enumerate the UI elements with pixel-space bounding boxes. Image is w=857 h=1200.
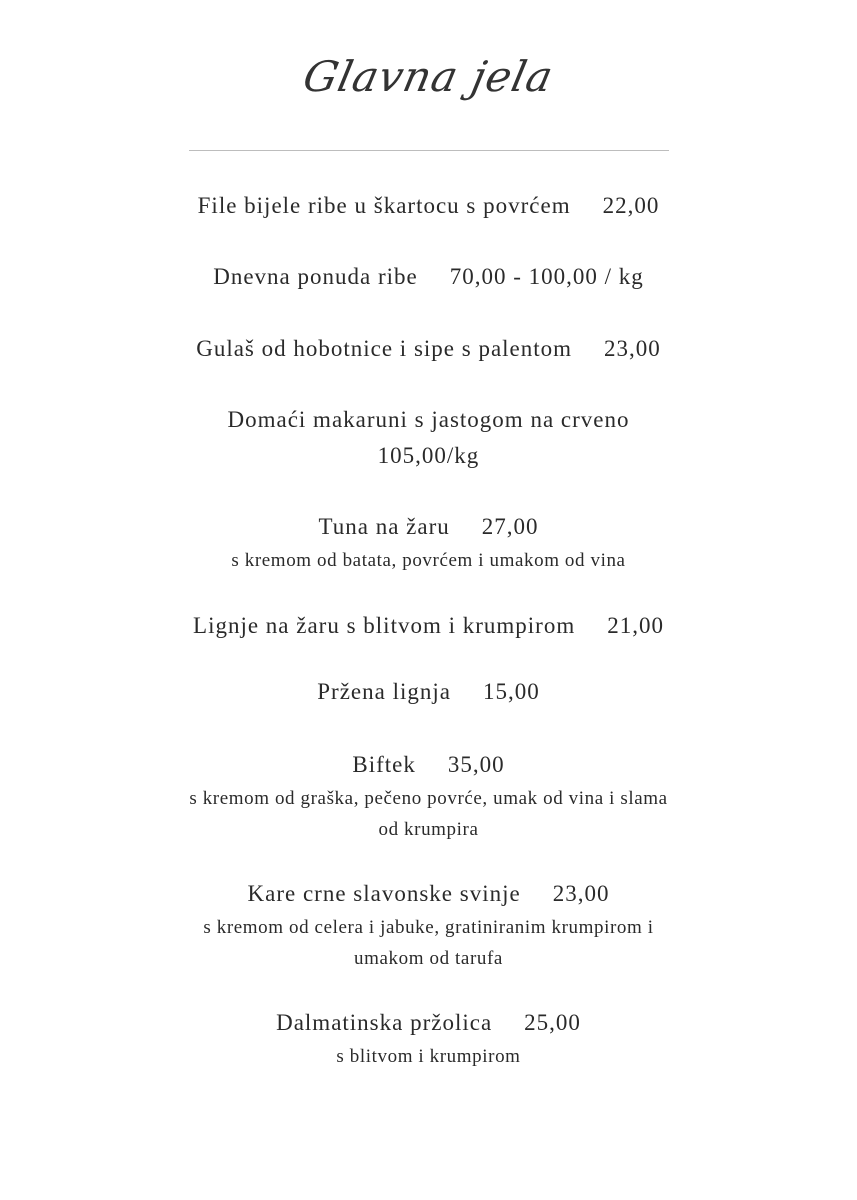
item-price: 23,00 <box>604 336 661 361</box>
item-name: Dnevna ponuda ribe <box>213 264 418 289</box>
menu-item-lignje-na-zaru <box>0 608 857 644</box>
divider <box>189 150 669 151</box>
menu-item-file-bijele-ribe <box>0 188 857 224</box>
item-name: Biftek <box>352 752 416 777</box>
menu-item-dalmatinska-przolica <box>0 1005 857 1072</box>
item-price: 105,00/kg <box>377 443 480 468</box>
item-name: Lignje na žaru s blitvom i krumpirom <box>193 613 576 638</box>
menu-item-biftek <box>0 747 857 845</box>
page-title: Glavna jela <box>299 52 558 101</box>
menu-item-dnevna-ponuda-ribe <box>0 259 857 295</box>
item-name: Gulaš od hobotnice i sipe s palentom <box>196 336 573 361</box>
item-name: File bijele ribe u škartocu s povrćem <box>197 193 571 218</box>
item-description: s kremom od graška, pečeno povrće, umak od vina i slama od krumpira <box>189 788 668 840</box>
item-name: Pržena lignja <box>317 679 451 704</box>
item-price: 23,00 <box>552 881 610 906</box>
item-description: s kremom od celera i jabuke, gratiniranim krumpirom i umakom od tarufa <box>203 917 654 969</box>
item-price: 15,00 <box>482 679 540 704</box>
menu-item-tuna <box>0 509 857 576</box>
menu-item-kare <box>0 876 857 974</box>
item-name: Kare crne slavonske svinje <box>247 881 521 906</box>
item-price: 22,00 <box>602 193 660 218</box>
item-price: 21,00 <box>607 613 664 638</box>
menu-item-domaci-makaruni <box>0 402 857 474</box>
item-name: Tuna na žaru <box>318 514 450 539</box>
item-price: 35,00 <box>447 752 505 777</box>
item-price: 27,00 <box>481 514 539 539</box>
menu-item-przena-lignja <box>0 674 857 710</box>
item-description: s blitvom i krumpirom <box>336 1046 521 1067</box>
item-price: 70,00 - 100,00 / kg <box>449 264 644 289</box>
item-price: 25,00 <box>524 1010 581 1035</box>
item-name: Domaći makaruni s jastogom na crveno <box>227 407 630 432</box>
item-name: Dalmatinska pržolica <box>276 1010 493 1035</box>
item-description: s kremom od batata, povrćem i umakom od vina <box>231 550 626 571</box>
menu-item-gulas <box>0 331 857 367</box>
